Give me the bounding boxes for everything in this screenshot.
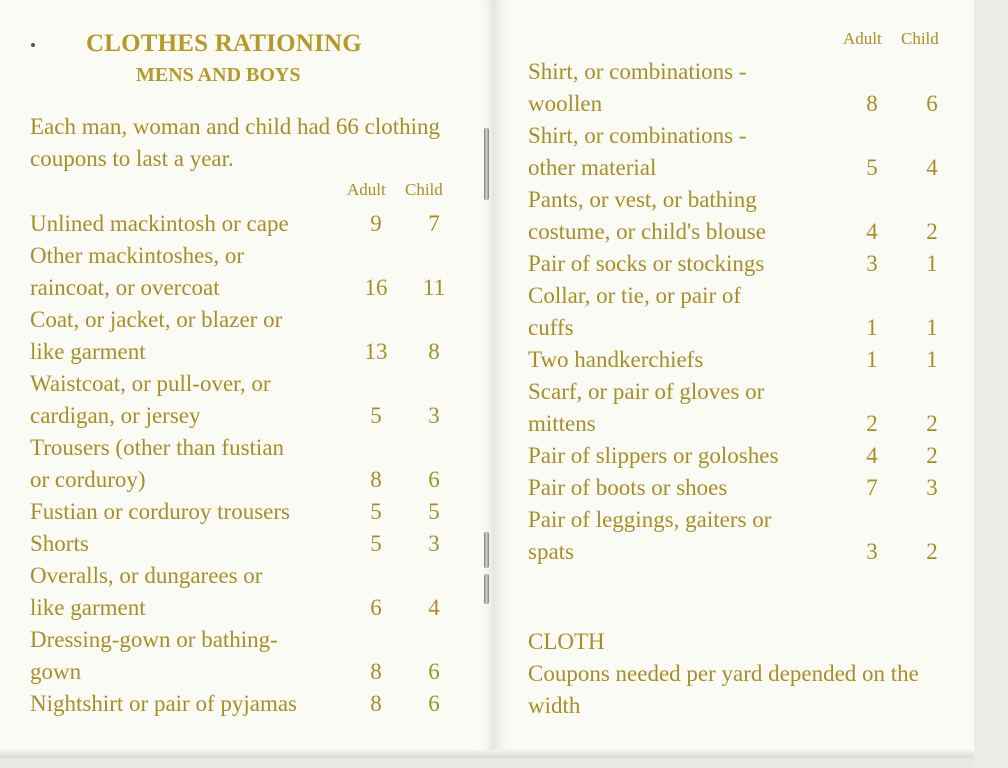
table-row — [528, 152, 968, 184]
item-label: Overalls, or dungarees or — [30, 563, 263, 588]
item-label: Shorts — [30, 531, 89, 556]
right-col-child-header: Child — [901, 29, 939, 48]
staple-top — [484, 128, 489, 200]
item-label: cuffs — [528, 315, 574, 340]
background-edge — [974, 0, 1008, 768]
item-label: other material — [528, 155, 657, 180]
adult-coupons: 4 — [866, 219, 878, 244]
table-row — [528, 248, 968, 280]
child-coupons: 4 — [428, 595, 440, 620]
table-row — [30, 624, 470, 656]
child-coupons: 5 — [428, 499, 440, 524]
item-label: Unlined mackintosh or cape — [30, 211, 289, 236]
table-row — [30, 560, 470, 592]
adult-coupons: 8 — [370, 691, 382, 716]
adult-coupons: 2 — [866, 411, 878, 436]
child-coupons: 8 — [428, 339, 440, 364]
adult-coupons: 5 — [866, 155, 878, 180]
item-label: Shirt, or combinations - — [528, 123, 747, 148]
item-label: Coat, or jacket, or blazer or — [30, 307, 283, 332]
item-label: like garment — [30, 339, 146, 364]
table-row — [528, 56, 968, 88]
item-label: Pair of socks or stockings — [528, 251, 765, 276]
table-row — [528, 120, 968, 152]
item-label: Fustian or corduroy trousers — [30, 499, 290, 524]
adult-coupons: 6 — [370, 595, 382, 620]
item-label: gown — [30, 659, 82, 684]
adult-coupons: 8 — [370, 659, 382, 684]
child-coupons: 6 — [926, 91, 938, 116]
child-coupons: 11 — [422, 275, 446, 300]
adult-coupons: 16 — [364, 275, 388, 300]
table-row — [30, 688, 470, 720]
page-title: CLOTHES RATIONING — [86, 30, 362, 57]
table-row — [30, 240, 470, 272]
left-col-adult-header: Adult — [347, 180, 386, 199]
adult-coupons: 8 — [866, 91, 878, 116]
item-label: Other mackintoshes, or — [30, 243, 244, 268]
table-row — [528, 440, 968, 472]
table-row — [528, 280, 968, 312]
item-label: Dressing-gown or bathing- — [30, 627, 278, 652]
child-coupons: 4 — [926, 155, 938, 180]
child-coupons: 3 — [428, 531, 440, 556]
adult-coupons: 3 — [866, 539, 878, 564]
left-coupon-table — [30, 208, 470, 720]
item-label: Waistcoat, or pull-over, or — [30, 371, 271, 396]
child-coupons: 6 — [428, 467, 440, 492]
adult-coupons: 5 — [370, 403, 382, 428]
table-row — [30, 528, 470, 560]
item-label: spats — [528, 539, 574, 564]
staple-bottom-2 — [484, 574, 489, 604]
child-coupons: 7 — [428, 211, 440, 236]
item-label: raincoat, or overcoat — [30, 275, 220, 300]
child-coupons: 2 — [926, 443, 938, 468]
table-row — [528, 216, 968, 248]
child-coupons: 2 — [926, 219, 938, 244]
table-row — [30, 592, 470, 624]
page-mark — [31, 43, 35, 47]
child-coupons: 1 — [926, 251, 938, 276]
table-row — [528, 344, 968, 376]
table-row — [30, 400, 470, 432]
right-col-adult-header: Adult — [843, 29, 882, 48]
staple-bottom — [484, 532, 489, 568]
table-row — [528, 312, 968, 344]
table-row — [528, 504, 968, 536]
page-bottom-edge — [0, 750, 974, 758]
table-row — [30, 656, 470, 688]
item-label: or corduroy) — [30, 467, 146, 492]
right-coupon-table — [528, 56, 968, 568]
item-label: Pair of leggings, gaiters or — [528, 507, 772, 532]
table-row — [30, 272, 470, 304]
table-row — [30, 208, 470, 240]
table-row — [30, 368, 470, 400]
adult-coupons: 5 — [370, 499, 382, 524]
child-coupons: 2 — [926, 539, 938, 564]
child-coupons: 3 — [428, 403, 440, 428]
page-subtitle: MENS AND BOYS — [136, 64, 301, 86]
table-row — [528, 408, 968, 440]
intro-text: Each man, woman and child had 66 clothing coupons to last a year. — [30, 114, 441, 171]
child-coupons: 1 — [926, 347, 938, 372]
adult-coupons: 7 — [866, 475, 878, 500]
left-col-child-header: Child — [405, 180, 443, 199]
table-row — [30, 496, 470, 528]
item-label: Collar, or tie, or pair of — [528, 283, 742, 308]
item-label: woollen — [528, 91, 603, 116]
item-label: cardigan, or jersey — [30, 403, 201, 428]
adult-coupons: 5 — [370, 531, 382, 556]
child-coupons: 6 — [428, 659, 440, 684]
adult-coupons: 8 — [370, 467, 382, 492]
cloth-heading: CLOTH — [528, 629, 605, 654]
item-label: like garment — [30, 595, 146, 620]
table-row — [528, 88, 968, 120]
item-label: Scarf, or pair of gloves or — [528, 379, 765, 404]
adult-coupons: 3 — [866, 251, 878, 276]
table-row — [30, 432, 470, 464]
adult-coupons: 13 — [364, 339, 388, 364]
item-label: Two handkerchiefs — [528, 347, 704, 372]
item-label: Pants, or vest, or bathing — [528, 187, 757, 212]
item-label: costume, or child's blouse — [528, 219, 766, 244]
item-label: Nightshirt or pair of pyjamas — [30, 691, 298, 716]
item-label: Pair of slippers or goloshes — [528, 443, 779, 468]
table-row — [528, 472, 968, 504]
table-row — [30, 304, 470, 336]
item-label: Trousers (other than fustian — [30, 435, 285, 460]
table-row — [528, 184, 968, 216]
adult-coupons: 4 — [866, 443, 878, 468]
adult-coupons: 1 — [866, 347, 878, 372]
child-coupons: 3 — [926, 475, 938, 500]
table-row — [528, 376, 968, 408]
item-label: Shirt, or combinations - — [528, 59, 747, 84]
cloth-text: Coupons needed per yard depended on the width — [528, 661, 919, 718]
table-row — [30, 336, 470, 368]
child-coupons: 1 — [926, 315, 938, 340]
adult-coupons: 9 — [370, 211, 382, 236]
item-label: Pair of boots or shoes — [528, 475, 728, 500]
item-label: mittens — [528, 411, 596, 436]
child-coupons: 6 — [428, 691, 440, 716]
child-coupons: 2 — [926, 411, 938, 436]
table-row — [30, 464, 470, 496]
table-row — [528, 536, 968, 568]
adult-coupons: 1 — [866, 315, 878, 340]
